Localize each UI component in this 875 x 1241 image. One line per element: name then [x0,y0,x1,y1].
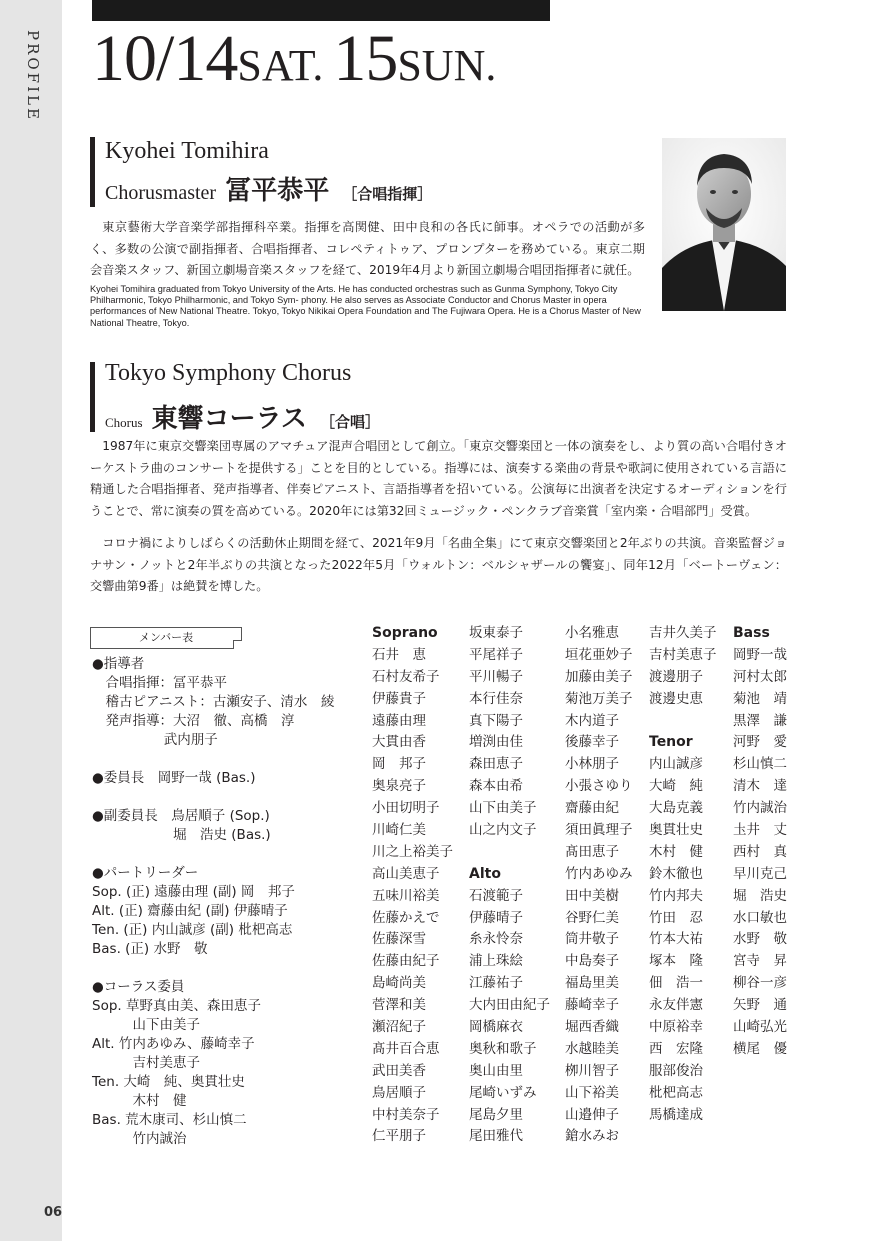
member-name: 竹内あゆみ [565,865,633,882]
member-name: 藤崎幸子 [565,997,619,1014]
conductor-role-jp: ［合唱指揮］ [342,185,433,203]
spacer [649,711,717,733]
conductor-name-en: Kyohei Tomihira [105,138,269,164]
part-header: Soprano [372,625,438,641]
member-name: 後藤幸子 [565,734,619,751]
member-info-line: 山下由美子 [92,1017,200,1033]
member-name: 田中美樹 [565,887,619,904]
member-name: 福島里美 [565,975,619,992]
member-name: 佐藤深雪 [372,931,426,948]
member-name: 平尾祥子 [469,646,523,663]
member-name: 髙田恵子 [565,843,619,860]
member-name: 岡野一哉 [733,646,787,663]
member-name: 清木 達 [733,778,787,795]
member-name: 山邉伸子 [565,1106,619,1123]
member-name: 小名雅恵 [565,625,619,641]
member-name: 鳥居順子 [372,1084,426,1101]
member-name: 森田恵子 [469,756,523,773]
member-name: 竹内誠治 [733,800,787,817]
member-name: 仁平朋子 [372,1128,426,1145]
page-number: 06 [44,1205,63,1220]
member-name: 髙井百合恵 [372,1040,440,1057]
member-name: 須田眞理子 [565,822,633,839]
member-info-line: 竹内誠治 [92,1131,187,1147]
member-column [372,623,453,1148]
member-name: 中島奏子 [565,953,619,970]
member-name: 横尾 優 [733,1040,787,1057]
chorus-bio-jp-1: 1987年に東京交響楽団専属のアマチュア混声合唱団として創立。「東京交響楽団と一体の演奏をし、より質の高い合唱付きオーケストラ曲のコンサートを提供する」ことを目的としている。指導には、演奏する楽曲の背景や歌詞に使用されている言語に精通した合唱指揮者、発声指導者、伴奏ピアニスト、言語指導者を招いている。公演毎に出演者を決定するオーディションを行うことで、常に演奏の質を高めている。2020年には第32回ミュージック・ペンクラブ音楽賞「室内楽・合唱部門」受賞。 [90,439,787,518]
member-name: 菊池 靖 [733,690,787,707]
member-name: 山下由美子 [469,800,537,817]
member-name: 菅澤和美 [372,997,426,1014]
member-name: 小張さゆり [565,778,633,795]
member-name: 筒井敬子 [565,931,619,948]
member-name: 佃 浩一 [649,975,703,992]
member-name: 竹田 忍 [649,909,703,926]
member-name: 大内田由紀子 [469,997,550,1014]
conductor-role-en: Chorusmaster [105,182,217,204]
member-name: 竹本大祐 [649,931,703,948]
conductor-bio-en: Kyohei Tomihira graduated from Tokyo University of the Arts. He has conducted orchestras such as Gunma Symphony, Tokyo City Philharmonic, Tokyo Philharmonic, and Tokyo Sym- phony. He also serves as Associate Conductor and Chorus Master in opera performances of New National Theatre. Tokyo, Tokyo Nikikai Opera Foundation and The Fujiwara Opera. He is a Chorus Master of New National Theatre, Tokyo. [90,284,641,328]
date-2: 15 [333,22,398,95]
member-name: 中村美奈子 [372,1106,440,1123]
member-name: 岡 邦子 [372,756,426,773]
member-name: 奥泉亮子 [372,778,426,795]
part-header: Alto [469,865,501,882]
member-name: 木内道子 [565,712,619,729]
member-name: 塚本 隆 [649,953,703,970]
conductor-name-jp: 冨平恭平 [225,176,330,206]
member-name: 尾崎いずみ [469,1084,537,1101]
member-name: 尾田雅代 [469,1128,523,1145]
member-name: 島崎尚美 [372,975,426,992]
member-name: 垣花亜妙子 [565,646,633,663]
member-name: 黒澤 謙 [733,712,787,729]
member-info-line: ●パートリーダー [92,865,199,881]
member-name: 山之内文子 [469,822,537,839]
member-name: 山下裕美 [565,1084,619,1101]
member-name: 栁川智子 [565,1062,619,1079]
conductor-bio-jp: 東京藝術大学音楽学部指揮科卒業。指揮を高関健、田中良和の各氏に師事。オペラでの活動が多く、多数の公演で副指揮者、合唱指揮者、コレペティトゥア、プロンプターを務めている。東京二期会音楽スタッフ、新国立劇場音楽スタッフを経て、2019年4月より新国立劇場合唱団指揮者に就任。 [90,220,645,277]
member-name: 大島克義 [649,800,703,817]
member-info-line: 合唱指揮：冨平恭平 [92,675,227,691]
member-name: 菊池万美子 [565,690,633,707]
member-info-line: Ten. 大崎 純、奥貫壮史 [92,1074,245,1090]
member-name: 吉村美恵子 [649,646,717,663]
member-name: 平川暢子 [469,668,523,685]
section-bar [90,137,95,207]
member-info-line: Bas. (正) 水野 敬 [92,941,208,957]
spacer [469,842,550,864]
part-header: Bass [733,625,770,641]
member-name: 服部俊治 [649,1062,703,1079]
member-name: 武田美香 [372,1062,426,1079]
member-name: 遠藤由理 [372,712,426,729]
member-name: 石村友希子 [372,668,440,685]
member-name: 中原裕幸 [649,1019,703,1036]
side-label: PROFILE [24,30,42,122]
member-name: 岡橋麻衣 [469,1019,523,1036]
member-info-line: ●指導者 [92,656,145,672]
member-column [565,623,633,1148]
member-info-line: ●コーラス委員 [92,979,185,995]
member-name: 杉山慎二 [733,756,787,773]
member-name: 奥秋和歌子 [469,1040,537,1057]
member-name: 尾島夕里 [469,1106,523,1123]
member-name: 堀西香織 [565,1019,619,1036]
member-name: 圡井 丈 [733,822,787,839]
day-2: SUN. [397,41,497,90]
member-name: 宮寺 昇 [733,953,787,970]
member-name: 大崎 純 [649,778,703,795]
sidebar [0,0,62,1241]
member-info-line: 木村 健 [92,1093,187,1109]
member-name: 小林朋子 [565,756,619,773]
member-name: 森本由希 [469,778,523,795]
member-name: 早川克己 [733,865,787,882]
member-name: 齋藤由紀 [565,800,619,817]
conductor-role-line [105,170,432,207]
day-1: SAT. [237,41,324,90]
member-name: 水越睦美 [565,1040,619,1057]
member-info-line: Sop. 草野真由美、森田恵子 [92,998,261,1014]
member-info-line: Sop. (正) 遠藤由理 (副) 岡 邦子 [92,884,295,900]
member-name: 高山美恵子 [372,865,440,882]
member-name: 西村 真 [733,843,787,860]
date-1: 10/14 [92,22,238,95]
member-name: 石井 恵 [372,646,426,663]
spacer [92,788,362,807]
member-column [649,623,717,1126]
member-name: 真下陽子 [469,712,523,729]
member-name: 伊藤貴子 [372,690,426,707]
member-name: 石渡範子 [469,887,523,904]
member-info-line: Alt. 竹内あゆみ、藤崎幸子 [92,1036,255,1052]
chorus-name-en: Tokyo Symphony Chorus [105,360,352,386]
member-info-line: ●副委員長 鳥居順子 (Sop.) [92,808,270,824]
member-name: 河村太郎 [733,668,787,685]
member-info-line: ●委員長 岡野一哉 (Bas.) [92,770,256,786]
member-info-line: 堀 浩史 (Bas.) [92,827,271,843]
member-name: 佐藤由紀子 [372,953,440,970]
member-column [469,623,550,1148]
member-name: 奥貫壮史 [649,822,703,839]
member-info [92,655,362,1149]
part-header: Tenor [649,734,693,751]
member-name: 木村 健 [649,843,703,860]
member-list-label-text: メンバー表 [138,631,194,644]
member-name: 糸永怜奈 [469,931,523,948]
member-name: 永友伴憲 [649,997,703,1014]
member-name: 柳谷一彦 [733,975,787,992]
member-name: 水口敏也 [733,909,787,926]
member-name: 渡邊朋子 [649,668,703,685]
member-name: 川崎仁美 [372,822,426,839]
member-name: 佐藤かえで [372,909,440,926]
member-name: 堀 浩史 [733,887,787,904]
member-name: 本行佳奈 [469,690,523,707]
member-info-line: 武内朋子 [92,732,218,748]
member-name: 増渕由佳 [469,734,523,751]
box-fold [233,640,242,649]
member-name: 奥山由里 [469,1062,523,1079]
chorus-role-line [105,398,380,435]
section-bar [90,362,95,432]
member-name: 大貫由香 [372,734,426,751]
member-name: 馬橋達成 [649,1106,703,1123]
member-name: 内山誠彦 [649,756,703,773]
member-name: 河野 愛 [733,734,787,751]
date-heading [92,22,502,95]
member-info-line: Alt. (正) 齋藤由紀 (副) 伊藤晴子 [92,903,288,919]
chorus-bio-jp-2: コロナ禍によりしばらくの活動休止期間を経て、2021年9月「名曲全集」にて東京交響楽団と2年ぶりの共演。音楽監督ジョナサン・ノットと2年半ぶりの共演となった2022年5月「ウォルトン：ベルシャザールの饗宴」、同年12月「ベートーヴェン：交響曲第9番」は絶賛を博した。 [90,536,787,593]
member-name: 小田切明子 [372,800,440,817]
member-name: 枇杷高志 [649,1084,703,1101]
chorus-role-en: Chorus [105,415,143,430]
member-name: 坂東泰子 [469,625,523,641]
member-name: 吉井久美子 [649,625,717,641]
member-info-line: Bas. 荒木康司、杉山慎二 [92,1112,247,1128]
member-name: 水野 敬 [733,931,787,948]
chorus-name-jp: 東響コーラス [151,404,307,434]
member-name: 渡邊史恵 [649,690,703,707]
member-info-line: 稽古ピアニスト：古瀬安子、清水 綾 [92,694,335,710]
member-name: 山崎弘光 [733,1019,787,1036]
member-name: 伊藤晴子 [469,909,523,926]
member-name: 鎗水みお [565,1128,619,1145]
member-name: 加藤由美子 [565,668,633,685]
member-name: 瀬沼紀子 [372,1019,426,1036]
member-name: 西 宏隆 [649,1040,703,1057]
member-name: 鈴木徹也 [649,865,703,882]
member-name: 竹内邦夫 [649,887,703,904]
member-list-label [90,627,242,649]
top-bar [92,0,550,21]
member-name: 浦上珠絵 [469,953,523,970]
conductor-photo [662,138,786,311]
member-name: 江藤祐子 [469,975,523,992]
spacer [92,845,362,864]
member-name: 谷野仁美 [565,909,619,926]
member-name: 川之上裕美子 [372,843,453,860]
spacer [92,750,362,769]
spacer [92,959,362,978]
member-name: 五味川裕美 [372,887,440,904]
member-info-line: Ten. (正) 内山誠彦 (副) 枇杷高志 [92,922,293,938]
chorus-role-jp: ［合唱］ [319,413,380,431]
member-name: 矢野 通 [733,997,787,1014]
member-info-line: 吉村美恵子 [92,1055,200,1071]
member-column [733,623,787,1061]
member-info-line: 発声指導：大沼 徹、高橋 淳 [92,713,295,729]
